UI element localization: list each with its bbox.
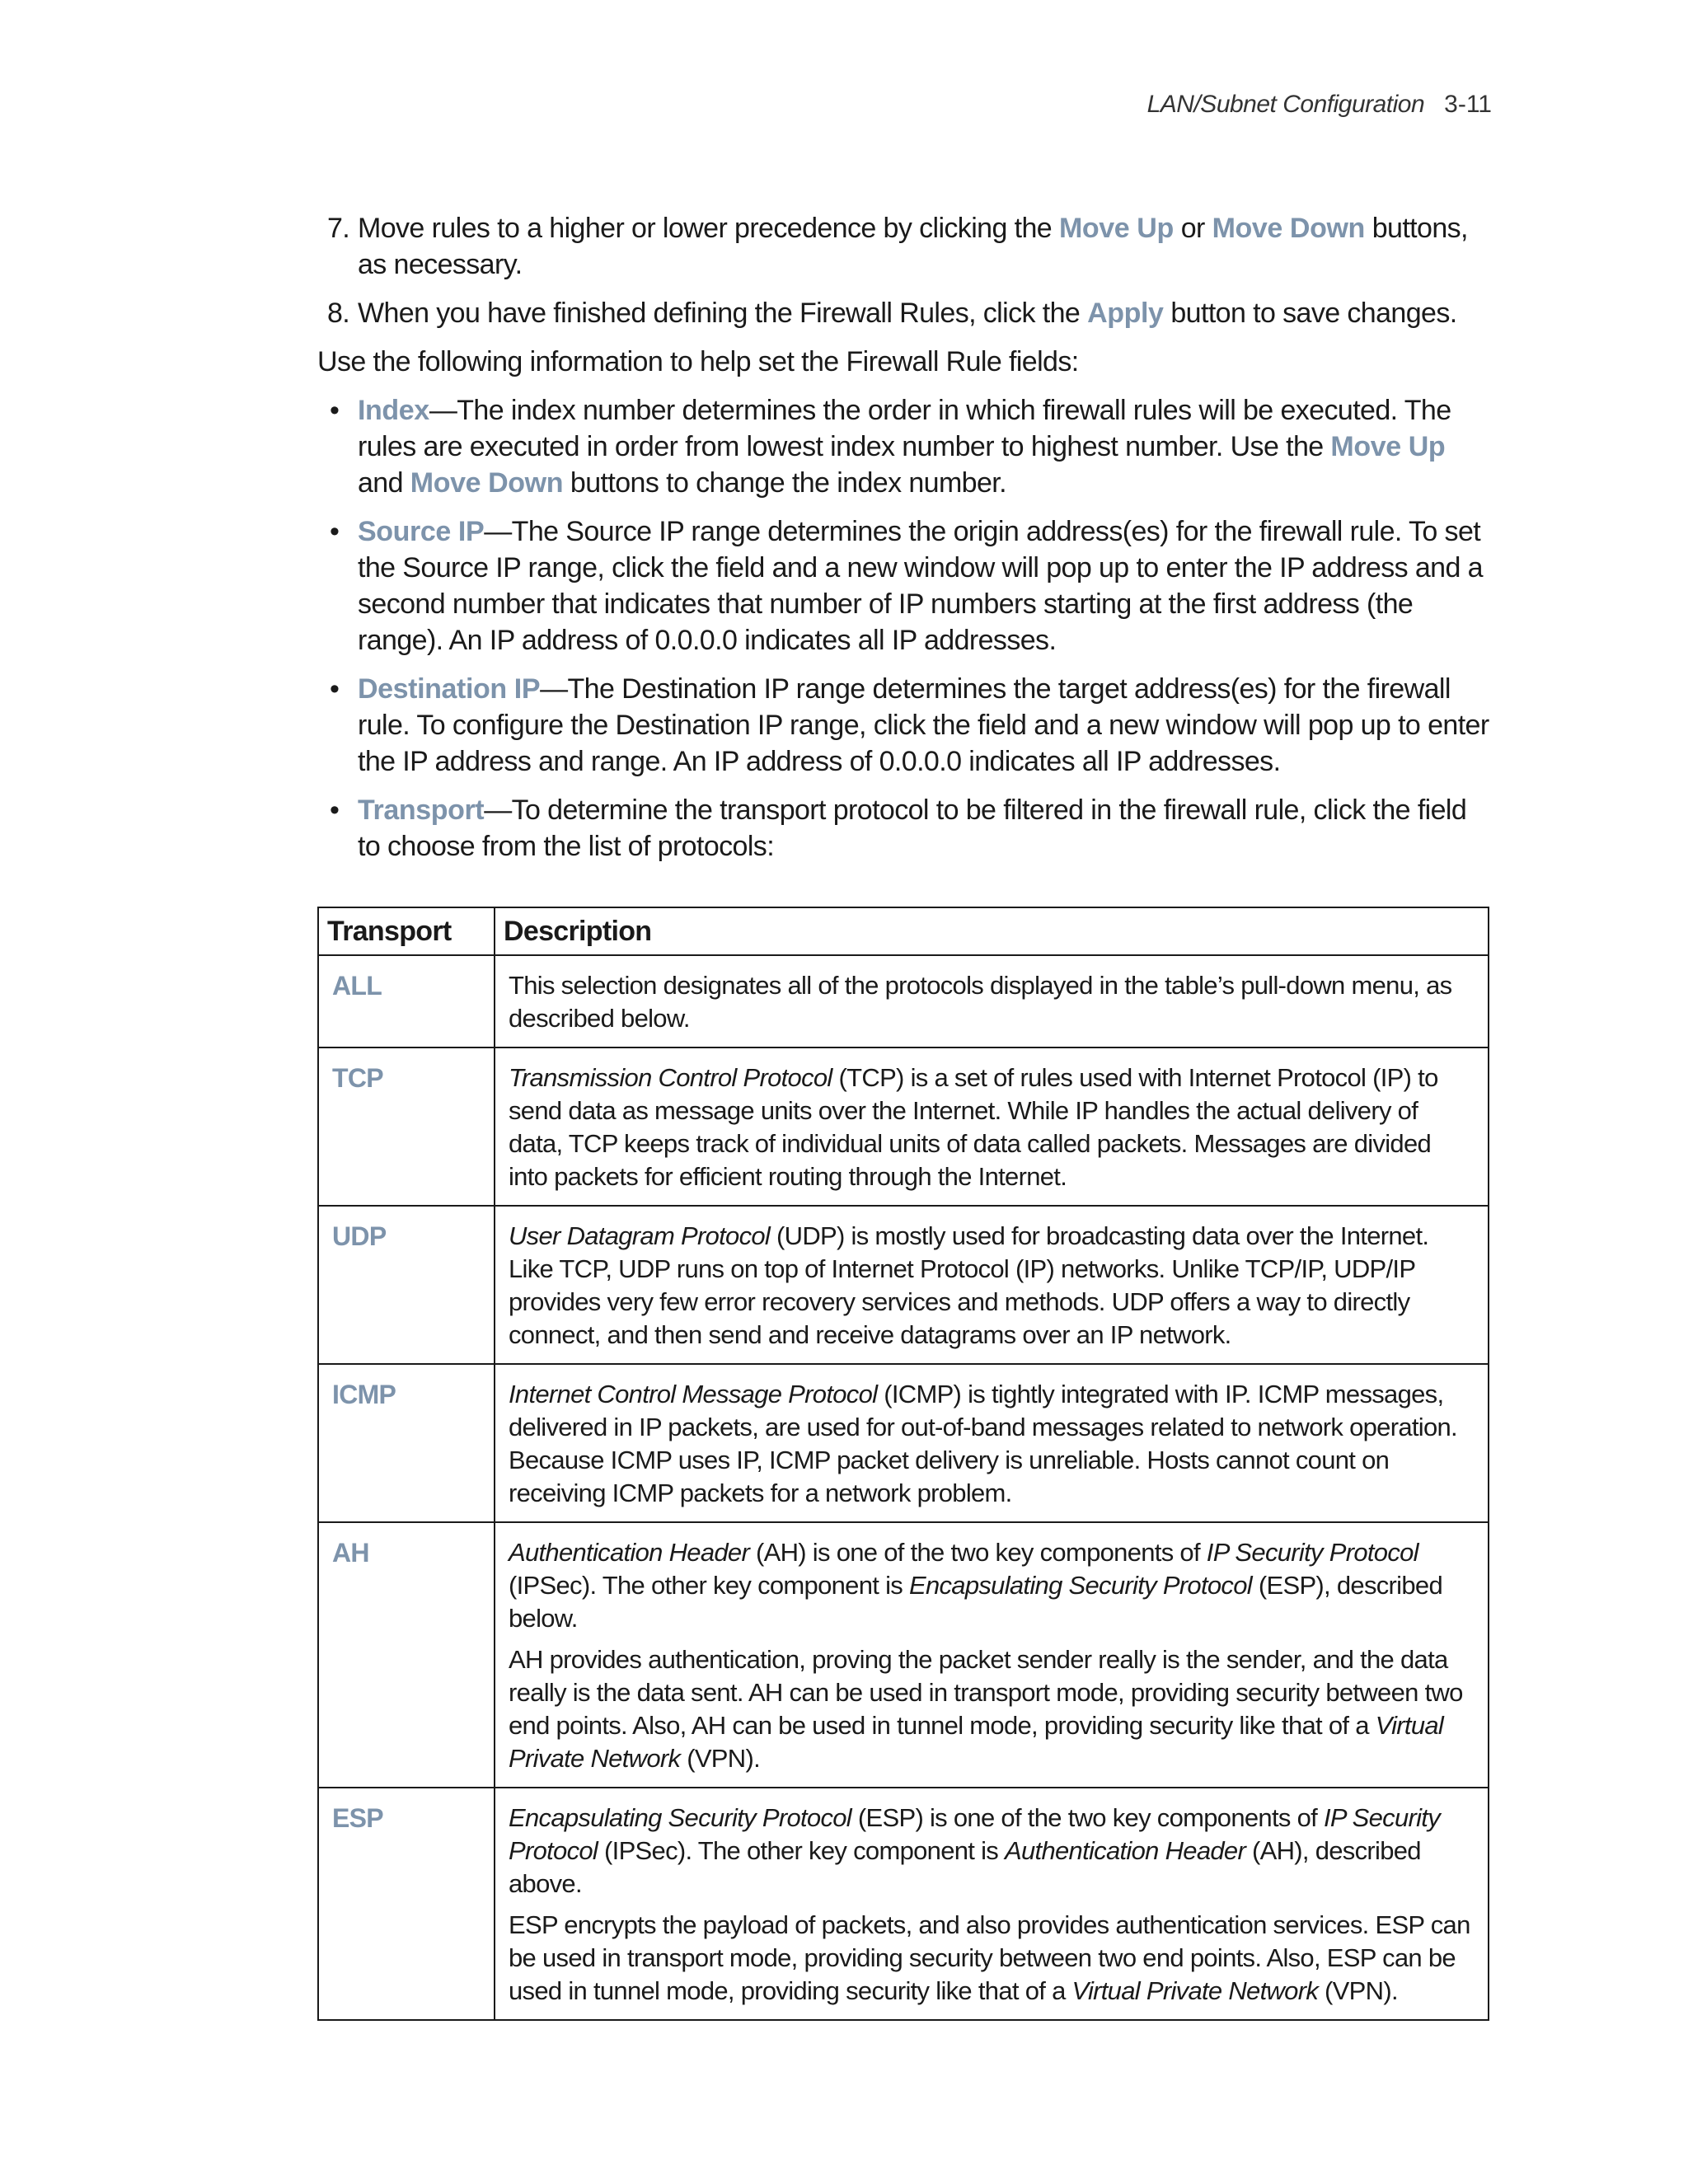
step-text: or [1173,213,1212,244]
protocol-full-name: Internet Control Message Protocol [509,1380,878,1408]
bullet-text: —The Source IP range determines the origin address(es) for the firewall rule. To set the Source IP range, click the field and a new window will pop up to enter the IP address and a second number that indicates that number of IP numbers starting at the first address (the range). An IP address of 0.0.0.0 indicates all IP addresses. [358,516,1483,656]
protocol-full-name: IP Security Protocol [509,1803,1441,1865]
description-paragraph [509,969,1473,1035]
page-number: 3-11 [1444,91,1492,118]
step-number: 7. [327,213,350,244]
description-cell [495,1047,1489,1206]
apply-keyword: Apply [1087,298,1164,329]
description-cell [495,1522,1489,1788]
bullet-text: —The Destination IP range determines the target address(es) for the firewall rule. To configure the Destination IP range, click the field and a new window will pop up to enter the IP address and range. An IP address of 0.0.0.0 indicates all IP addresses. [358,673,1489,777]
description-cell [495,1364,1489,1522]
table-row [318,1522,1489,1788]
table-header-row [318,907,1489,955]
description-paragraph [509,1062,1473,1193]
description-paragraph [509,1378,1473,1510]
protocol-full-name: Authentication Header [509,1538,750,1567]
description-text: (ESP), described below. [509,1571,1442,1633]
section-title: LAN/Subnet Configuration [1146,91,1425,118]
protocol-name: ESP [332,1803,383,1833]
move-down-keyword: Move Down [1212,213,1365,244]
table-row [318,1047,1489,1206]
bullet-source-ip [317,513,1492,658]
protocol-full-name: Virtual Private Network [509,1711,1444,1773]
protocol-name: AH [332,1538,369,1568]
bullet-term: Transport [358,794,485,826]
description-text: (AH), described above. [509,1836,1421,1898]
description-text: (ESP) is one of the two key components of [851,1803,1324,1832]
bullet-destination-ip [317,671,1492,780]
bullet-dot-icon: • [330,516,340,547]
protocol-name: ICMP [332,1380,396,1409]
step-text: Move rules to a higher or lower precedence by clicking the [358,213,1059,244]
step-number: 8. [327,298,350,329]
description-text: (IPSec). The other key component is [509,1571,909,1600]
move-up-keyword: Move Up [1330,431,1446,462]
protocol-full-name: Encapsulating Security Protocol [908,1571,1252,1600]
description-text: AH provides authentication, proving the packet sender really is the sender, and the data really is the data sent. AH can be used in transport mode, providing security between two end points. Also, AH can be used in tunnel mode, providing security like that of a [509,1645,1463,1740]
intro-paragraph: Use the following information to help set the Firewall Rule fields: [317,346,1079,377]
description-paragraph [509,1802,1473,1900]
description-text: (ICMP) is tightly integrated with IP. ICMP messages, delivered in IP packets, are used for out-of-band messages related to network operation. Because ICMP uses IP, ICMP packet delivery is unreliable. Hosts cannot count on receiving ICMP packets for a network problem. [509,1380,1457,1507]
description-paragraph [509,1536,1473,1635]
step-item [317,295,1492,331]
transport-cell [318,955,495,1047]
body-content [317,210,1492,877]
description-cell [495,1788,1489,2020]
bullet-dot-icon: • [330,794,340,826]
description-text: This selection designates all of the protocols displayed in the table’s pull-down menu, as described below. [509,971,1452,1033]
table-row [318,1788,1489,2020]
bullet-index [317,392,1492,501]
description-paragraph [509,1643,1473,1775]
bullet-text: —To determine the transport protocol to be filtered in the firewall rule, click the field to choose from the list of protocols: [358,794,1467,862]
bullet-text: and [358,467,410,499]
protocol-name: ALL [332,971,382,1001]
move-up-keyword: Move Up [1058,213,1174,244]
bullet-term: Destination IP [358,673,541,705]
bullet-text: buttons to change the index number. [563,467,1006,499]
bullet-dot-icon: • [330,673,340,705]
protocol-full-name: User Datagram Protocol [509,1221,771,1250]
bullet-text: —The index number determines the order in which firewall rules will be executed. The rules are executed in order from lowest index number to highest number. Use the [358,395,1451,462]
header-transport: Transport [318,907,495,955]
transport-cell [318,1047,495,1206]
header-description: Description [495,907,1489,955]
protocol-full-name: Virtual Private Network [1071,1976,1319,2005]
transport-cell [318,1206,495,1364]
description-paragraph [509,1220,1473,1352]
protocol-full-name: Authentication Header [1005,1836,1246,1865]
description-text: (VPN). [680,1744,761,1773]
move-down-keyword: Move Down [410,467,564,499]
running-header [1147,91,1492,119]
description-text: (IPSec). The other key component is [598,1836,1006,1865]
protocol-name: UDP [332,1221,387,1251]
description-text: (UDP) is mostly used for broadcasting data over the Internet. Like TCP, UDP runs on top of Internet Protocol (IP) networks. Unlike TCP/IP, UDP/IP provides very few error recovery services and methods. UDP offers a way to directly connect, and then send and receive datagrams over an IP network. [509,1221,1429,1349]
bullet-dot-icon: • [330,395,340,426]
description-text: (VPN). [1318,1976,1398,2005]
description-cell [495,955,1489,1047]
protocol-name: TCP [332,1063,383,1093]
step-text: When you have finished defining the Firewall Rules, click the [358,298,1088,329]
transport-cell [318,1522,495,1788]
protocol-full-name: Encapsulating Security Protocol [509,1803,851,1832]
table-row [318,1364,1489,1522]
bullet-transport [317,792,1492,865]
field-bullet-list [317,392,1492,865]
description-text: ESP encrypts the payload of packets, and also provides authentication services. ESP can be used in transport mode, providing security between two end points. Also, ESP can be used in tunnel mode, providing security like that of a [509,1910,1470,2005]
step-item [317,210,1492,283]
table-row [318,1206,1489,1364]
protocol-full-name: IP Security Protocol [1206,1538,1418,1567]
description-text: (TCP) is a set of rules used with Internet Protocol (IP) to send data as message units over the Internet. While IP handles the actual delivery of data, TCP keeps track of individual units of data called packets. Messages are divided into packets for efficient routing through the Internet. [509,1063,1438,1191]
description-cell [495,1206,1489,1364]
description-paragraph [509,1909,1473,2008]
step-text: buttons, as necessary. [358,213,1468,280]
transport-cell [318,1364,495,1522]
step-text: button to save changes. [1163,298,1457,329]
transport-table [317,907,1489,2021]
description-text: (AH) is one of the two key components of [749,1538,1207,1567]
bullet-term: Index [358,395,429,426]
table-row [318,955,1489,1047]
transport-cell [318,1788,495,2020]
bullet-term: Source IP [358,516,485,547]
protocol-full-name: Transmission Control Protocol [509,1063,832,1092]
step-list [317,210,1492,331]
